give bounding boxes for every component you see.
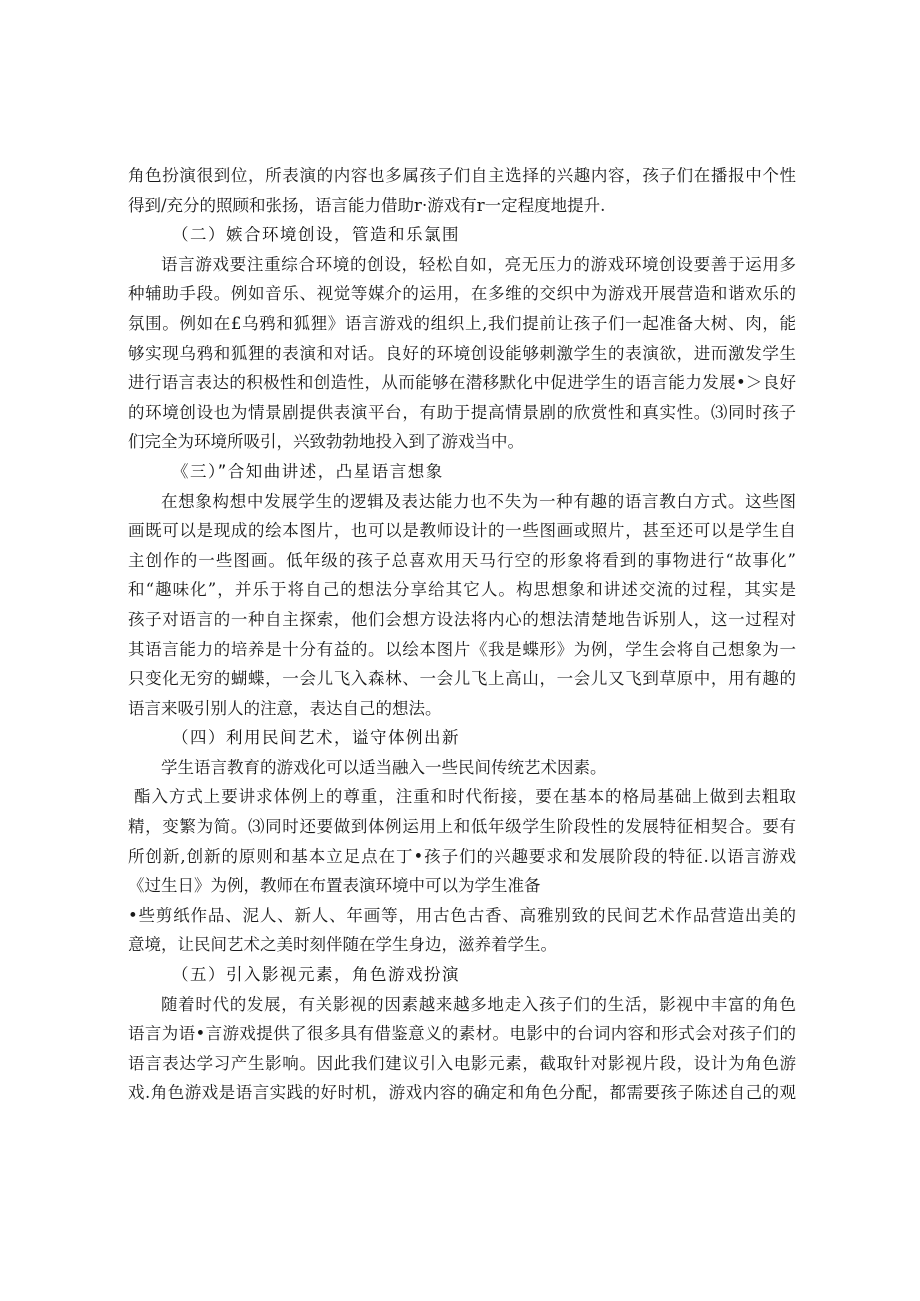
paragraph-line: 语言游戏要注重综合环境的创设，轻松自如，亮无压力的游戏环境创设要善于运用多: [161, 254, 796, 274]
paragraph-line: 们完全为环境所吸引，兴致勃勃地投入到了游戏当中。: [128, 432, 524, 452]
paragraph-line: 氛围。例如在£乌鸦和狐狸》语言游戏的组织上,我们提前让孩子们一起准备大树、肉，能: [128, 313, 796, 333]
paragraph-line: 语言来吸引别人的注意，表达自己的想法。: [128, 698, 442, 718]
paragraph-line: 在想象构想中发展学生的逻辑及表达能力也不失为一种有趣的语言教白方式。这些图: [161, 491, 796, 511]
section-heading: （二）嫉合环境创设，管造和乐氯围: [172, 225, 460, 245]
paragraph-line: 学生语言教育的游戏化可以适当融入一些民间传统艺术因素。: [161, 757, 607, 777]
paragraph-line: 语言表达学习产生影响。因此我们建议引入电影元素，截取针对影视片段，设计为角色游: [128, 1053, 796, 1073]
paragraph-line: 其语言能力的培养是十分有益的。以绘本图片《我是蝶形》为例，学生会将自己想象为一: [128, 639, 796, 659]
paragraph-line: 主创作的一些图画。低年级的孩子总喜欢用天马行空的形象将看到的事物进行“故事化”: [128, 550, 796, 570]
paragraph-line: 画既可以是现成的绘本图片，也可以是教师设计的一些图画或照片，甚至还可以是学生自: [128, 521, 796, 541]
paragraph-line: 种辅助手段。例如音乐、视觉等媒介的运用，在多维的交织中为游戏开展营造和谐欢乐的: [128, 284, 796, 304]
paragraph-line: 戏.角色游戏是语言实践的好时机，游戏内容的确定和角色分配，都需要孩子陈述自己的观: [128, 1083, 796, 1103]
section-heading: （五）引入影视元素，角色游戏扮演: [172, 965, 460, 985]
paragraph-line: 所创新,创新的原则和基本立足点在丁•孩子们的兴趣要求和发展阶段的特征.以语言游戏: [128, 846, 796, 866]
document-body: [128, 161, 796, 1108]
paragraph-line: 进行语言表达的积极性和创造性，从而能够在潜移默化中促进学生的语言能力发展•＞良好: [128, 373, 796, 393]
section-heading: 《三）”合知曲讲述，凸星语言想象: [172, 461, 444, 481]
paragraph-line: •些剪纸作品、泥人、新人、年画等，用古色古香、高雅别致的民间艺术作品营造出美的: [128, 905, 796, 925]
paragraph-line: 的环境创设也为情景剧提供表演平台，有助于提高情景剧的欣赏性和真实性。⑶同时孩子: [128, 402, 796, 422]
paragraph-line: 角色扮演很到位，所表演的内容也多属孩子们自主选择的兴趣内容，孩子们在播报中个性: [128, 166, 796, 185]
paragraph-line: 精，变繁为简。⑶同时还要做到体例运用上和低年级学生阶段性的发展特征相契合。要有: [128, 817, 796, 837]
section-heading: （四）利用民间艺术，谥守体例出新: [172, 728, 460, 748]
paragraph-line: 语言为语•言游戏提供了很多具有借鉴意义的素材。电影中的台词内容和形式会对孩子们的: [128, 1024, 796, 1044]
paragraph-line: 随着时代的发展，有关影视的因素越来越多地走入孩子们的生活，影视中丰富的角色: [161, 994, 796, 1014]
paragraph-line: 酯入方式上要讲求体例上的尊重，注重和时代衔接，要在基本的格局基础上做到去粗取: [134, 787, 796, 807]
paragraph-line: 只变化无穷的蝴蝶，一会儿飞入森林、一会儿飞上高山，一会儿又飞到草原中，用有趣的: [128, 669, 796, 689]
paragraph-line: 孩子对语言的一种自主探索，他们会想方设法将内心的想法清楚地告诉别人，这一过程对: [128, 609, 796, 629]
paragraph-line: 意境，让民间艺术之美时刻伴随在学生身边，滋养着学生。: [128, 935, 557, 955]
paragraph-line: 得到/充分的照顾和张扬，语言能力借助r·游戏有r一定程度地提升.: [128, 195, 606, 215]
paragraph-line: 和“趣味化”，并乐于将自己的想法分享给其它人。构思想象和讲述交流的过程，其实是: [128, 580, 796, 600]
paragraph-line: 够实现乌鸦和狐狸的表演和对话。良好的环境创设能够刺激学生的表演欲，进而激发学生: [128, 343, 796, 363]
paragraph-line: 《过生日》为例，教师在布置表演环境中可以为学生准备: [128, 876, 541, 896]
